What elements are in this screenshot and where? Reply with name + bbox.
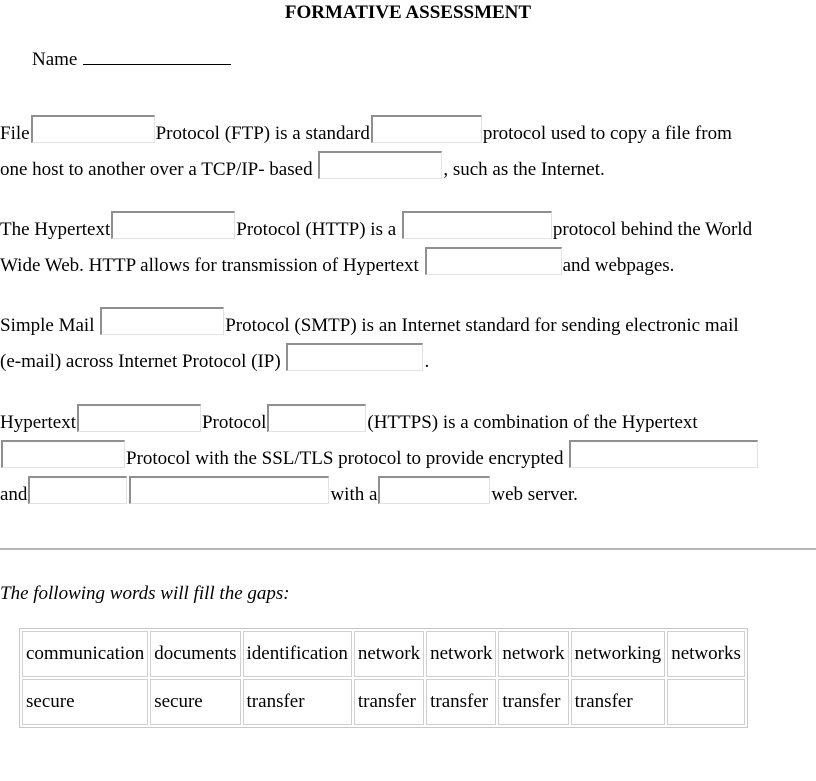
https-text-3: (HTTPS) is a combination of the Hypertext bbox=[367, 412, 698, 433]
section-divider bbox=[0, 548, 816, 550]
https-text-2: Protocol bbox=[201, 412, 267, 433]
http-text-3: protocol behind the World bbox=[552, 219, 753, 240]
word-cell: transfer bbox=[498, 679, 568, 725]
word-cell: network bbox=[498, 631, 568, 677]
https-gap-3[interactable] bbox=[1, 440, 125, 468]
ftp-text-1: File bbox=[0, 123, 30, 144]
http-text-5: and webpages. bbox=[562, 255, 675, 276]
https-line-3 bbox=[0, 477, 816, 513]
https-gap-4[interactable] bbox=[569, 440, 758, 468]
https-gap-6[interactable] bbox=[129, 476, 329, 504]
name-label: Name bbox=[32, 49, 78, 70]
word-cell: documents bbox=[150, 631, 240, 677]
smtp-line-1 bbox=[0, 308, 816, 344]
ftp-text-3: protocol used to copy a file from bbox=[482, 123, 732, 144]
word-cell: transfer bbox=[243, 679, 352, 725]
paragraph-smtp bbox=[0, 308, 816, 380]
http-text-4: Wide Web. HTTP allows for transmission of Hypertext bbox=[0, 255, 419, 276]
word-bank-caption: The following words will fill the gaps: bbox=[0, 583, 290, 604]
word-bank-table bbox=[19, 628, 748, 728]
smtp-text-1: Simple Mail bbox=[0, 315, 95, 336]
http-line-2 bbox=[0, 248, 816, 284]
http-gap-3[interactable] bbox=[425, 247, 562, 275]
word-bank-row-2 bbox=[22, 679, 745, 725]
smtp-gap-1[interactable] bbox=[100, 307, 224, 335]
word-cell: network bbox=[354, 631, 424, 677]
https-line-2 bbox=[0, 441, 816, 477]
word-bank-row-1 bbox=[22, 631, 745, 677]
paragraph-ftp bbox=[0, 116, 816, 188]
name-line bbox=[32, 46, 231, 72]
ftp-line-1 bbox=[0, 116, 816, 152]
https-text-5: and bbox=[0, 484, 28, 505]
smtp-text-3: (e-mail) across Internet Protocol (IP) bbox=[0, 351, 281, 372]
ftp-line-2 bbox=[0, 152, 816, 188]
paragraph-http bbox=[0, 212, 816, 284]
paragraph-https bbox=[0, 405, 816, 513]
http-text-1: The Hypertext bbox=[0, 219, 111, 240]
http-text-2: Protocol (HTTP) is a bbox=[236, 219, 397, 240]
https-text-4: Protocol with the SSL/TLS protocol to provide encrypted bbox=[126, 448, 564, 469]
word-cell: transfer bbox=[571, 679, 666, 725]
https-text-6: with a bbox=[330, 484, 378, 505]
http-gap-1[interactable] bbox=[111, 211, 235, 239]
https-gap-7[interactable] bbox=[378, 476, 490, 504]
word-cell: network bbox=[426, 631, 496, 677]
ftp-gap-1[interactable] bbox=[31, 115, 155, 143]
page-title: FORMATIVE ASSESSMENT bbox=[284, 2, 532, 23]
https-line-1 bbox=[0, 405, 816, 441]
http-gap-2[interactable] bbox=[402, 211, 552, 239]
ftp-text-2: Protocol (FTP) is a standard bbox=[155, 123, 370, 144]
name-blank[interactable] bbox=[83, 46, 231, 65]
ftp-gap-3[interactable] bbox=[318, 151, 442, 179]
https-gap-5[interactable] bbox=[28, 476, 127, 504]
ftp-gap-2[interactable] bbox=[371, 115, 482, 143]
smtp-gap-2[interactable] bbox=[286, 343, 423, 371]
smtp-text-4: . bbox=[424, 351, 430, 372]
https-gap-1[interactable] bbox=[77, 404, 201, 432]
word-cell: secure bbox=[22, 679, 148, 725]
https-text-7: web server. bbox=[491, 484, 578, 505]
word-cell: identification bbox=[243, 631, 352, 677]
word-cell: networking bbox=[571, 631, 666, 677]
word-cell bbox=[667, 679, 745, 725]
word-cell: transfer bbox=[354, 679, 424, 725]
https-gap-2[interactable] bbox=[267, 404, 366, 432]
word-cell: networks bbox=[667, 631, 745, 677]
ftp-text-5: , such as the Internet. bbox=[443, 159, 605, 180]
smtp-text-2: Protocol (SMTP) is an Internet standard for sending electronic mail bbox=[225, 315, 739, 336]
smtp-line-2 bbox=[0, 344, 816, 380]
word-cell: secure bbox=[150, 679, 240, 725]
http-line-1 bbox=[0, 212, 816, 248]
word-cell: communication bbox=[22, 631, 148, 677]
word-cell: transfer bbox=[426, 679, 496, 725]
ftp-text-4: one host to another over a TCP/IP- based bbox=[0, 159, 313, 180]
https-text-1: Hypertext bbox=[0, 412, 76, 433]
